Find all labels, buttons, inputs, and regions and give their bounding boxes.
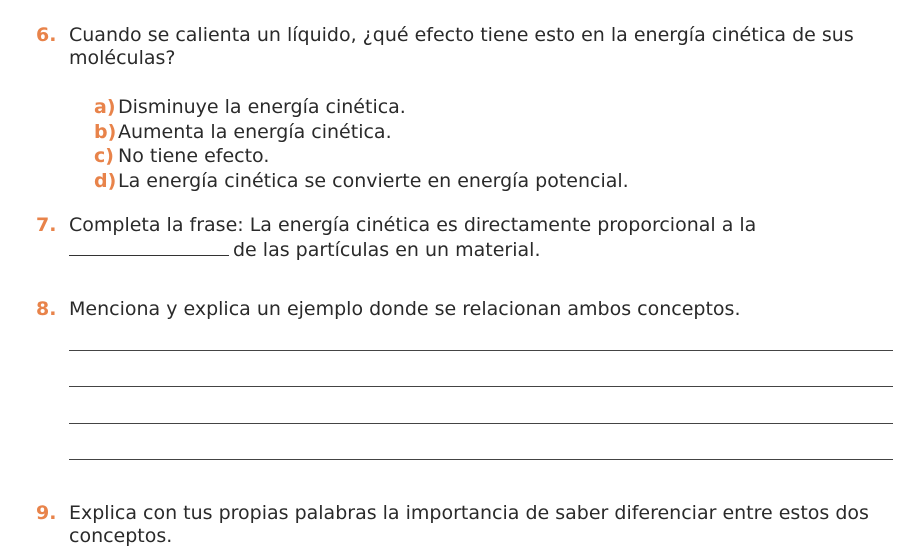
question-8-number: 8. <box>36 298 57 320</box>
option-d <box>94 170 629 195</box>
question-7-line-2-text: de las partículas en un material. <box>233 239 541 261</box>
option-a-text: Disminuye la energía cinética. <box>118 96 406 118</box>
question-9 <box>36 502 906 548</box>
question-8 <box>36 298 906 321</box>
question-9-number: 9. <box>36 502 57 524</box>
answer-line[interactable] <box>69 423 893 424</box>
option-b <box>94 121 629 146</box>
question-6-options <box>94 96 629 194</box>
option-b-letter: b) <box>94 120 117 143</box>
option-d-text: La energía cinética se convierte en energía potencial. <box>118 169 629 192</box>
question-7-line-1: Completa la frase: La energía cinética es directamente proporcional a la <box>69 214 757 236</box>
question-7 <box>36 214 906 262</box>
answer-line[interactable] <box>69 350 893 351</box>
option-c-text: No tiene efecto. <box>118 145 270 167</box>
fill-in-blank[interactable] <box>69 237 229 256</box>
option-a-letter: a) <box>94 96 116 118</box>
question-7-number: 7. <box>36 214 57 236</box>
answer-line[interactable] <box>69 459 893 460</box>
question-6-text: Cuando se calienta un líquido, ¿qué efecto tiene esto en la energía cinética de sus moléculas? <box>69 24 854 69</box>
option-d-letter: d) <box>94 169 117 192</box>
answer-line[interactable] <box>69 386 893 387</box>
option-a <box>94 96 629 121</box>
option-c-letter: c) <box>94 145 114 167</box>
option-c <box>94 145 629 170</box>
question-6-number: 6. <box>36 24 57 46</box>
option-b-text: Aumenta la energía cinética. <box>118 120 392 143</box>
question-8-text: Menciona y explica un ejemplo donde se relacionan ambos conceptos. <box>69 298 741 320</box>
question-7-line-2 <box>69 237 906 262</box>
question-6 <box>36 24 906 70</box>
question-9-text: Explica con tus propias palabras la importancia de saber diferenciar entre estos dos conceptos. <box>69 502 869 547</box>
